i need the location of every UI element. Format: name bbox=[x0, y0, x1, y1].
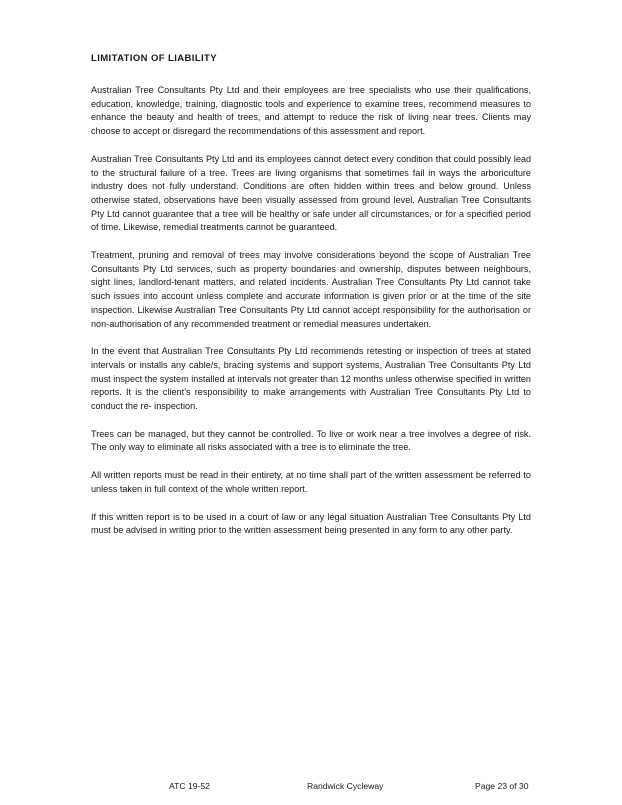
document-body bbox=[91, 52, 531, 552]
paragraph-tree-specialists: Australian Tree Consultants Pty Ltd and their employees are tree specialists who use their qualifications, education, knowledge, training, diagnostic tools and experience to examine trees, recommend measures to enhance the beauty and health of trees, and attempt to reduce the risk of living near trees. Clients may choose to accept or disregard the recommendations of this assessment and report. bbox=[91, 85, 531, 137]
footer-project: Randwick Cycleway bbox=[307, 781, 384, 791]
paragraph-legal-use: If this written report is to be used in a court of law or any legal situation Australian Tree Consultants Pty Ltd must be advised in writing prior to the written assessment being presented in any form to any other party. bbox=[91, 511, 531, 536]
paragraph-treatment-scope: Treatment, pruning and removal of trees may involve considerations beyond the scope of Australian Tree Consultants Pty Ltd services, such as property boundaries and ownership, disputes between neighbours, sight lines, landlord-tenant matters, and related incidents. Australian Tree Consultants Pty Ltd cannot take such issues into account unless complete and accurate information is given prior or at the time of the site inspection. Likewise Australian Tree Consultants Pty Ltd cannot accept responsibility for the authorisation or non-authorisation of any recommended treatment or remedial measures undertaken. bbox=[91, 250, 531, 329]
paragraph-written-reports: All written reports must be read in their entirety, at no time shall part of the written assessment be referred to unless taken in full context of the whole written report. bbox=[91, 470, 531, 494]
footer-page-number: Page 23 of 30 bbox=[475, 781, 529, 791]
page-footer bbox=[0, 779, 622, 793]
section-heading: LIMITATION OF LIABILITY bbox=[91, 53, 217, 64]
paragraph-retesting-inspection: In the event that Australian Tree Consultants Pty Ltd recommends retesting or inspection of trees at stated intervals or installs any cable/s, bracing systems and support systems, Australian Tree Consultants Pty Ltd must inspect the system installed at intervals not greater than 12 months unless otherwise specified in written reports. It is the client’s responsibility to make arrangements with Australian Tree Consultants Pty Ltd to conduct the re- inspection. bbox=[91, 346, 531, 412]
footer-reference: ATC 19-52 bbox=[169, 781, 210, 791]
paragraph-risk-management: Trees can be managed, but they cannot be controlled. To live or work near a tree involves a degree of risk. The only way to eliminate all risks associated with a tree is to eliminate the tree. bbox=[91, 428, 531, 453]
paragraph-structural-failure: Australian Tree Consultants Pty Ltd and its employees cannot detect every condition that could possibly lead to the structural failure of a tree. Trees are living organisms that sometimes fail in ways the arboriculture industry does not fully understand. Conditions are often hidden within trees and below ground. Unless otherwise stated, observations have been visually assessed from ground level. Australian Tree Consultants Pty Ltd cannot guarantee that a tree will be healthy or safe under all circumstances, or for a specified period of time. Likewise, remedial treatments cannot be guaranteed. bbox=[91, 153, 531, 233]
